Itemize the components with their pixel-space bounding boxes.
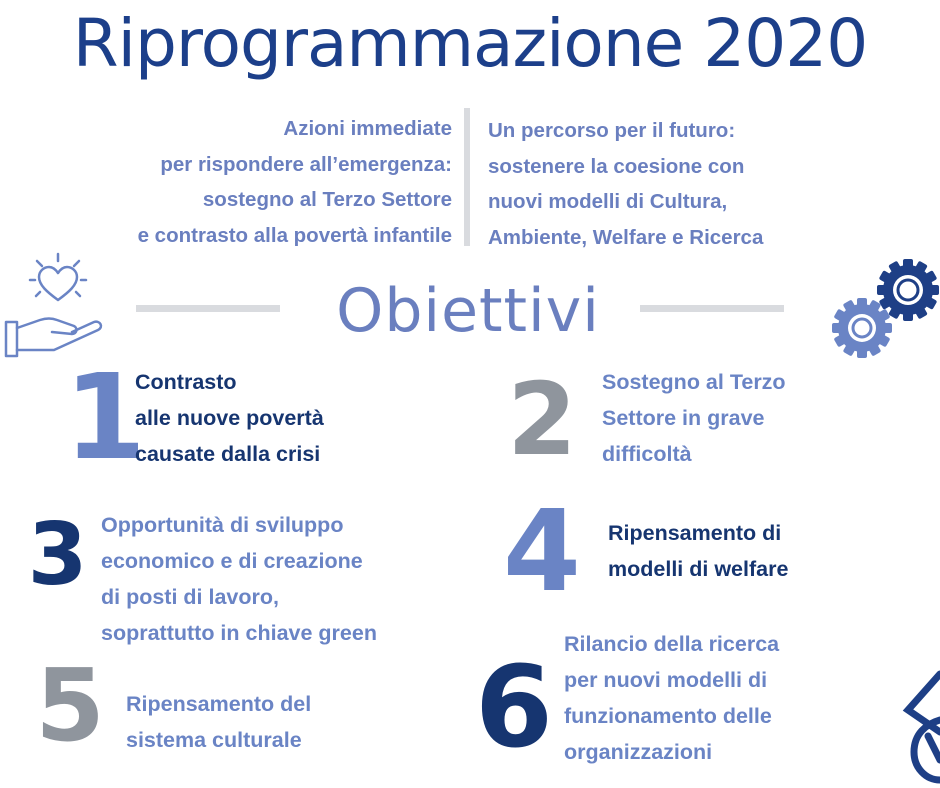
page-title: Riprogrammazione 2020: [72, 5, 868, 82]
heart-hand-icon: [2, 252, 114, 360]
section-title: Obiettivi: [336, 276, 600, 346]
objective-4-text: [608, 515, 788, 587]
logo-mark-icon: [898, 670, 940, 788]
intro-left-line: per rispondere all’emergenza:: [160, 152, 452, 176]
objective-number-1: 1: [64, 348, 147, 486]
intro-left-line: Azioni immediate: [283, 117, 452, 140]
objective-line: Ripensamento di: [608, 521, 782, 545]
intro-immediate-actions: [20, 111, 452, 253]
objective-number-5: 5: [35, 647, 105, 764]
objective-line: per nuovi modelli di: [564, 668, 768, 692]
gears-icon: [832, 258, 940, 362]
objective-line: di posti di lavoro,: [101, 585, 279, 609]
rule-right: [640, 305, 784, 312]
objective-1-text: [135, 364, 324, 472]
objective-line: Settore in grave: [602, 406, 765, 430]
objective-line: organizzazioni: [564, 740, 713, 764]
rule-left: [136, 305, 280, 312]
objective-number-3: 3: [27, 505, 88, 605]
objective-number-6: 6: [475, 643, 553, 773]
objective-line: Rilancio della ricerca: [564, 632, 780, 656]
objective-line: Opportunità di sviluppo: [101, 513, 344, 537]
intro-left-line: sostegno al Terzo Settore: [202, 188, 452, 211]
intro-right-line: sostenere la coesione con: [488, 154, 745, 178]
intro-right-line: nuovi modelli di Cultura,: [488, 190, 728, 213]
objective-line: Ripensamento del: [126, 692, 312, 716]
objective-line: soprattutto in chiave green: [101, 621, 377, 645]
objective-line: modelli di welfare: [608, 557, 789, 581]
objective-line: Sostegno al Terzo: [602, 370, 786, 394]
objective-2-text: [602, 364, 786, 472]
objective-line: causate dalla crisi: [135, 442, 321, 466]
objective-5-text: [126, 686, 311, 758]
objective-6-text: [564, 626, 779, 770]
objective-line: sistema culturale: [126, 728, 302, 752]
intro-future-path: [488, 113, 928, 255]
intro-right-line: Un percorso per il futuro:: [488, 119, 736, 142]
objective-number-2: 2: [507, 361, 577, 478]
intro-left-line: e contrasto alla povertà infantile: [137, 223, 452, 247]
objective-3-text: [101, 507, 377, 651]
objective-line: Contrasto: [135, 370, 237, 394]
objective-line: alle nuove povertà: [135, 406, 324, 430]
objective-line: difficoltà: [602, 442, 692, 466]
objective-number-4: 4: [503, 487, 581, 617]
objective-line: economico e di creazione: [101, 549, 363, 573]
vertical-divider: [464, 108, 470, 246]
intro-right-line: Ambiente, Welfare e Ricerca: [488, 225, 764, 249]
objective-line: funzionamento delle: [564, 704, 772, 728]
